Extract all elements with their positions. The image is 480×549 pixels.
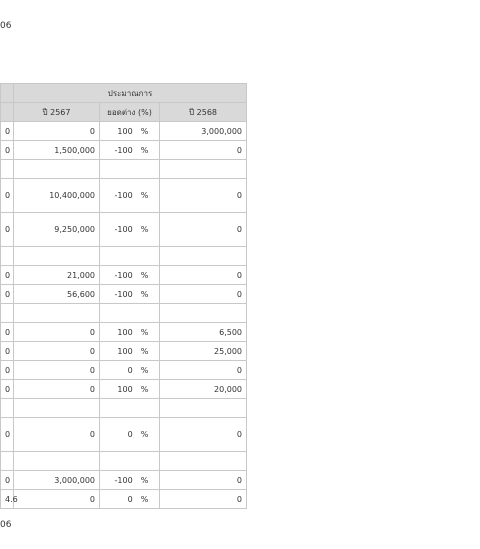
diff-value: -100 xyxy=(114,289,133,299)
table-cell-empty xyxy=(1,452,14,471)
cell-2567: 0 xyxy=(14,342,100,361)
table-row xyxy=(1,213,247,247)
table-row-blank xyxy=(1,304,247,323)
cell-diff xyxy=(100,361,160,380)
table-header-cut xyxy=(1,103,14,122)
cell-2567: 21,000 xyxy=(14,266,100,285)
cell-prev-value: 0 xyxy=(1,323,14,342)
table-row xyxy=(1,380,247,399)
table-row-blank xyxy=(1,247,247,266)
cell-diff xyxy=(100,122,160,141)
diff-percent-sign: % xyxy=(140,145,149,155)
cell-2568: 20,000 xyxy=(160,380,247,399)
table-cell-empty xyxy=(1,304,14,323)
diff-value: 0 xyxy=(127,430,133,439)
table-cell-empty xyxy=(1,247,14,266)
diff-percent-sign: % xyxy=(140,494,149,504)
table-row xyxy=(1,141,247,160)
cell-2568: 0 xyxy=(160,213,247,247)
diff-percent-sign: % xyxy=(140,126,149,136)
diff-value: 100 xyxy=(117,327,133,337)
diff-percent-sign: % xyxy=(140,327,149,337)
table-row xyxy=(1,418,247,452)
diff-percent-sign: % xyxy=(140,365,149,375)
cell-2567: 10,400,000 xyxy=(14,179,100,213)
table-cell-empty xyxy=(1,399,14,418)
cell-2567: 0 xyxy=(14,361,100,380)
diff-value: 100 xyxy=(117,346,133,356)
cell-prev-value: 0 xyxy=(1,266,14,285)
table-row-blank xyxy=(1,399,247,418)
diff-value: -100 xyxy=(114,145,133,155)
table-row xyxy=(1,490,247,509)
cell-prev-value: 0 xyxy=(1,471,14,490)
diff-percent-sign: % xyxy=(140,475,149,485)
table-cell-empty xyxy=(14,160,100,179)
cell-2568: 0 xyxy=(160,266,247,285)
cell-prev-value: 0 xyxy=(1,179,14,213)
table-cell-empty xyxy=(100,399,160,418)
table-cell-empty xyxy=(160,399,247,418)
page-fragment-top: 06 xyxy=(0,21,12,31)
table-row xyxy=(1,179,247,213)
table-cell-empty xyxy=(14,399,100,418)
diff-value: 100 xyxy=(117,126,133,136)
cell-2567: 0 xyxy=(14,122,100,141)
table-cell-empty xyxy=(14,247,100,266)
cell-2568: 0 xyxy=(160,490,247,509)
table-cell-empty xyxy=(100,452,160,471)
cell-prev-value: 4.6 xyxy=(1,490,14,509)
budget-table xyxy=(0,83,247,509)
cell-prev-value: 0 xyxy=(1,380,14,399)
cell-prev-value: 0 xyxy=(1,418,14,452)
table-row xyxy=(1,266,247,285)
group-header-estimate: ประมาณการ xyxy=(14,84,247,103)
table-cell-empty xyxy=(100,247,160,266)
table-row xyxy=(1,323,247,342)
cell-prev-value: 0 xyxy=(1,122,14,141)
cell-diff xyxy=(100,285,160,304)
table-row xyxy=(1,122,247,141)
diff-percent-sign: % xyxy=(140,346,149,356)
diff-value: -100 xyxy=(114,225,133,234)
table-cell-empty xyxy=(160,160,247,179)
cell-diff xyxy=(100,490,160,509)
cell-diff xyxy=(100,213,160,247)
diff-percent-sign: % xyxy=(140,430,149,439)
cell-2567: 0 xyxy=(14,490,100,509)
table-row-blank xyxy=(1,452,247,471)
cell-2568: 25,000 xyxy=(160,342,247,361)
diff-value: -100 xyxy=(114,191,133,200)
column-header-diff: ยอดต่าง (%) xyxy=(100,103,160,122)
table-cell-empty xyxy=(160,452,247,471)
cell-diff xyxy=(100,141,160,160)
cell-2568: 6,500 xyxy=(160,323,247,342)
diff-percent-sign: % xyxy=(140,384,149,394)
table-cell-empty xyxy=(100,160,160,179)
diff-percent-sign: % xyxy=(140,270,149,280)
cell-diff xyxy=(100,342,160,361)
table-cell-empty xyxy=(14,304,100,323)
cell-2567: 0 xyxy=(14,380,100,399)
cell-2568: 3,000,000 xyxy=(160,122,247,141)
cell-2567: 1,500,000 xyxy=(14,141,100,160)
table-cell-empty xyxy=(160,247,247,266)
table-header-cut xyxy=(1,84,14,103)
cell-2568: 0 xyxy=(160,179,247,213)
diff-value: 0 xyxy=(127,494,133,504)
cell-2567: 56,600 xyxy=(14,285,100,304)
cell-2567: 9,250,000 xyxy=(14,213,100,247)
cell-2568: 0 xyxy=(160,141,247,160)
cell-2568: 0 xyxy=(160,471,247,490)
diff-value: -100 xyxy=(114,270,133,280)
cell-diff xyxy=(100,266,160,285)
table-cell-empty xyxy=(100,304,160,323)
cell-prev-value: 0 xyxy=(1,285,14,304)
table-cell-empty xyxy=(1,160,14,179)
table-cell-empty xyxy=(14,452,100,471)
diff-value: 100 xyxy=(117,384,133,394)
cell-2567: 0 xyxy=(14,418,100,452)
column-header-2567: ปี 2567 xyxy=(14,103,100,122)
cell-diff xyxy=(100,380,160,399)
diff-value: 0 xyxy=(127,365,133,375)
cell-2567: 3,000,000 xyxy=(14,471,100,490)
cell-diff xyxy=(100,323,160,342)
table-cell-empty xyxy=(160,304,247,323)
table-row xyxy=(1,471,247,490)
cell-prev-value: 0 xyxy=(1,361,14,380)
diff-value: -100 xyxy=(114,475,133,485)
cell-2568: 0 xyxy=(160,361,247,380)
cell-prev-value: 0 xyxy=(1,141,14,160)
table-body xyxy=(1,122,247,509)
cell-prev-value: 0 xyxy=(1,213,14,247)
cell-diff xyxy=(100,471,160,490)
table-row xyxy=(1,342,247,361)
page-fragment-bottom: 06 xyxy=(0,520,12,530)
diff-percent-sign: % xyxy=(140,191,149,200)
cell-2567: 0 xyxy=(14,323,100,342)
cell-2568: 0 xyxy=(160,418,247,452)
column-header-2568: ปี 2568 xyxy=(160,103,247,122)
cell-diff xyxy=(100,418,160,452)
cell-2568: 0 xyxy=(160,285,247,304)
diff-percent-sign: % xyxy=(140,289,149,299)
table-row xyxy=(1,285,247,304)
table-row xyxy=(1,361,247,380)
table-row-blank xyxy=(1,160,247,179)
diff-percent-sign: % xyxy=(140,225,149,234)
cell-diff xyxy=(100,179,160,213)
cell-prev-value: 0 xyxy=(1,342,14,361)
